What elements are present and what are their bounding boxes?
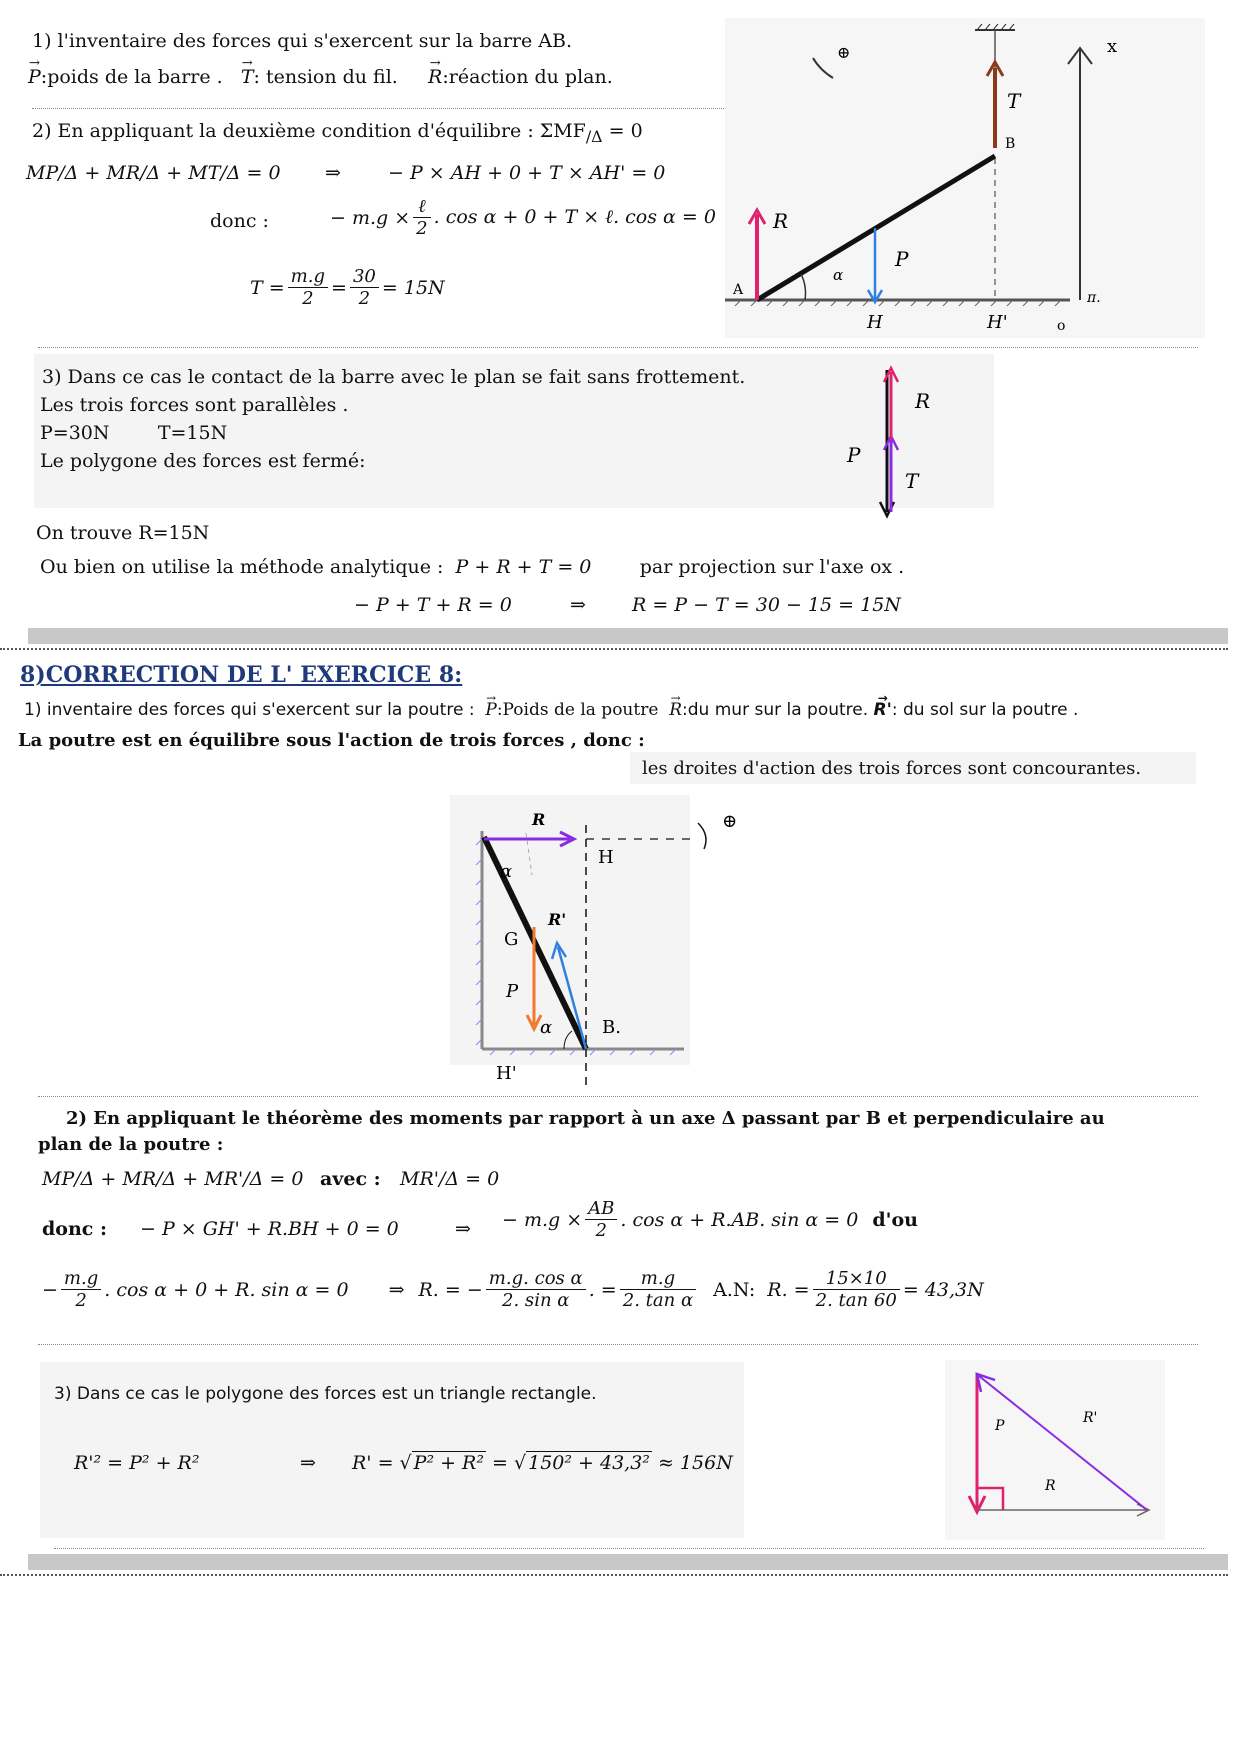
p7-final-right: R = P − T = 30 − 15 = 15N (632, 594, 901, 616)
eq6-arrow: ⇒ (388, 1278, 405, 1301)
eq6-e: R. = (767, 1278, 810, 1301)
eq6-frac4 (813, 1268, 900, 1311)
eq5-b: . cos α + R.AB. sin α = 0 (620, 1208, 859, 1231)
p7-q3-line1: 3) Dans ce cas le contact de la barre avec le plan se fait sans frottement. (42, 366, 746, 388)
fig1-bg (725, 18, 1205, 338)
fig1-label-o: o (1057, 318, 1066, 334)
eq3-f2-den: 2 (358, 288, 371, 309)
eq2-den: 2 (416, 218, 428, 239)
vec-p: → P (28, 66, 41, 88)
fig3-label-r: R (532, 810, 546, 829)
p8-eq4-left: MP/Δ + MR/Δ + MR'/Δ = 0 (42, 1168, 304, 1190)
eq3-eq: = (331, 276, 347, 299)
p7-donc: donc : (210, 210, 269, 232)
eq6-d: . = (588, 1278, 617, 1301)
p8-q1 (24, 700, 1078, 720)
eq7-res: ≈ 156N (657, 1452, 733, 1474)
q1-vec-r: → R (669, 700, 682, 720)
eq2-num: ℓ (413, 196, 430, 218)
fig2-label-r: R (915, 389, 931, 413)
fig1-label-x: x (1107, 36, 1118, 57)
dotted-separator-2 (0, 1574, 1228, 1576)
p7-q2-line (32, 120, 643, 146)
fig3-label-rp: R' (548, 910, 567, 929)
p7-sep2 (38, 347, 1198, 348)
q2-sub: /Δ (585, 126, 603, 146)
p8-eq6 (42, 1268, 984, 1311)
eq7-eq: = (492, 1452, 508, 1474)
t-desc: : tension du fil. (253, 66, 398, 88)
fig3-alpha-top: α (500, 861, 513, 882)
fig2-label-t: T (905, 469, 919, 493)
eq6-f4-den: 2. tan 60 (815, 1290, 897, 1311)
eq3-t: T = (250, 276, 285, 299)
eq5-frac (585, 1198, 617, 1241)
fig3-plus: ⊕ (722, 811, 738, 832)
gray-separator-1 (28, 628, 1228, 644)
p7-eq2 (330, 196, 716, 239)
p8-eq5-donc: donc : (42, 1218, 107, 1240)
fig3-alpha-bottom: α (540, 1017, 553, 1038)
gray-separator-2 (28, 1554, 1228, 1570)
analytic-b: par projection sur l'axe ox . (639, 556, 905, 578)
vec-t: → T (241, 66, 254, 88)
p7-q1-forces (28, 66, 613, 88)
p7-final-left: − P + T + R = 0 (354, 594, 512, 616)
eq7-right-a: R' = (352, 1452, 394, 1474)
fig4-label-r: R (1045, 1478, 1056, 1494)
q1-vec-p: → P (485, 700, 496, 720)
fig1-plus: ⊕ (837, 43, 851, 62)
p8-q3-line: 3) Dans ce cas le polygone des forces est un triangle rectangle. (54, 1384, 597, 1404)
p8-eq5-arrow: ⇒ (455, 1218, 471, 1240)
figure-force-triangle (945, 1360, 1165, 1540)
fig3-label-h: H (598, 847, 614, 868)
q2-end: = 0 (602, 120, 643, 142)
p8-q2-line2: plan de la poutre : (38, 1134, 224, 1155)
p7-eq1-right: − P × AH + 0 + T × AH' = 0 (388, 162, 666, 184)
eq6-f2-den: 2. sin α (502, 1290, 570, 1311)
p8-eq5-left: − P × GH' + R.BH + 0 = 0 (140, 1218, 399, 1240)
analytic-eq: P + R + T = 0 (455, 556, 592, 578)
eq3-f2-num: 30 (350, 266, 379, 288)
p7-found: On trouve R=15N (36, 522, 210, 544)
eq3-f1-den: 2 (302, 288, 314, 309)
figure-bar-ab (725, 18, 1205, 338)
eq3-frac2 (350, 266, 379, 309)
fig1-label-alpha: α (833, 266, 844, 284)
eq2-b: . cos α + 0 + T × ℓ. cos α = 0 (433, 206, 716, 228)
eq6-frac2 (486, 1268, 586, 1311)
p7-q1-line1: 1) l'inventaire des forces qui s'exercent sur la barre AB. (32, 30, 572, 52)
q1-rp-desc: : du sol sur la poutre . (891, 700, 1079, 720)
fig3-label-p: P (506, 981, 519, 1002)
eq6-f3-den: 2. tan α (622, 1290, 694, 1311)
figure-beam-wall (440, 795, 770, 1095)
p7-analytic (40, 556, 904, 578)
eq6-f4-num: 15×10 (813, 1268, 900, 1290)
p8-eq7-left: R'² = P² + R² (74, 1452, 200, 1474)
eq5-dou: d'ou (872, 1208, 918, 1231)
fig1-label-r: R (773, 209, 789, 233)
p8-sep3 (54, 1548, 1204, 1549)
fig3-rotation-arc (698, 823, 706, 849)
q1-a: 1) inventaire des forces qui s'exercent sur la poutre : (24, 700, 475, 720)
eq5-den: 2 (595, 1220, 608, 1241)
eq5-a: − m.g × (502, 1208, 583, 1231)
p8-q2-line1: 2) En appliquant le théorème des moments par rapport à un axe Δ passant par B et perpendiculaire au (66, 1108, 1105, 1129)
fig4-label-rp: R' (1083, 1410, 1098, 1426)
p7-q3-line2: Les trois forces sont parallèles . (40, 394, 349, 416)
eq2-a: − m.g × (330, 206, 411, 229)
p7-final-arrow: ⇒ (570, 594, 586, 616)
p8-eq7-right: R' = √ P² + R² = √ 150² + 43,3² ≈ 156N (352, 1452, 733, 1474)
fig3-label-g: G (504, 929, 519, 950)
fig1-label-t: T (1007, 89, 1021, 113)
p8-equil: La poutre est en équilibre sous l'action de trois forces , donc : (18, 730, 645, 751)
p7-eq3 (250, 266, 445, 309)
p7-eq1-arrow: ⇒ (325, 162, 341, 184)
eq6-f3-num: m.g (620, 1268, 696, 1290)
p7-q3-line3: P=30N T=15N (40, 422, 228, 444)
eq7-sqrt2: 150² + 43,3² (528, 1452, 650, 1474)
eq6-c: R. = − (418, 1278, 483, 1301)
fig1-label-hp: H' (987, 312, 1008, 333)
p8-concour: les droites d'action des trois forces sont concourantes. (642, 758, 1142, 779)
eq6-a: − (42, 1278, 58, 1301)
p8-eq5-right (502, 1198, 918, 1241)
fig1-label-a: A (733, 282, 744, 298)
q1-p-desc: :Poids de la poutre (496, 700, 659, 720)
r-desc: :réaction du plan. (442, 66, 613, 88)
fig1-label-h: H (867, 312, 883, 333)
eq6-b: . cos α + 0 + R. sin α = 0 (104, 1278, 349, 1301)
fig1-label-pi: π. (1087, 290, 1101, 306)
p8-eq4-right: MR'/Δ = 0 (400, 1168, 500, 1190)
exercise-8-title: 8)CORRECTION DE L' EXERCICE 8: (20, 662, 463, 688)
eq3-frac1 (288, 266, 328, 309)
analytic-a: Ou bien on utilise la méthode analytique : (40, 556, 444, 578)
eq6-frac3 (620, 1268, 696, 1311)
p8-sep2 (38, 1344, 1198, 1345)
figure-force-polygon-parallel (835, 362, 955, 522)
dotted-separator-1 (0, 648, 1228, 650)
eq3-res: = 15N (381, 276, 445, 299)
eq3-f1-num: m.g (288, 266, 328, 288)
fig1-label-p: P (895, 247, 909, 271)
fig1-label-b: B (1005, 136, 1016, 152)
p-desc: :poids de la barre . (40, 66, 223, 88)
vec-r: → R (428, 66, 442, 88)
q1-r-desc: :du mur sur la poutre. (682, 700, 869, 720)
eq2-frac (413, 196, 430, 239)
fig3-label-b: B. (602, 1017, 621, 1038)
q2-text: 2) En appliquant la deuxième condition d'équilibre : ΣMF (32, 120, 586, 142)
p8-sep1 (38, 1096, 1198, 1097)
p7-eq1-left: MP/Δ + MR/Δ + MT/Δ = 0 (26, 162, 281, 184)
fig4-label-p: P (995, 1418, 1005, 1434)
eq6-f1-num: m.g (61, 1268, 101, 1290)
p8-eq7-arrow: ⇒ (300, 1452, 316, 1474)
eq7-sqrt1: P² + R² (413, 1452, 484, 1474)
eq5-num: AB (585, 1198, 617, 1220)
eq6-res: = 43,3N (902, 1278, 984, 1301)
eq6-an: A.N: (713, 1278, 756, 1301)
q1-vec-rp: → R' (874, 700, 892, 720)
p8-eq4-avec: avec : (320, 1168, 381, 1190)
fig3-label-hp: H' (496, 1063, 517, 1084)
fig2-label-p: P (847, 443, 861, 467)
p7-q3-line4: Le polygone des forces est fermé: (40, 450, 366, 472)
eq6-frac1 (61, 1268, 101, 1311)
eq6-f1-den: 2 (75, 1290, 87, 1311)
eq6-f2-num: m.g. cos α (486, 1268, 586, 1290)
